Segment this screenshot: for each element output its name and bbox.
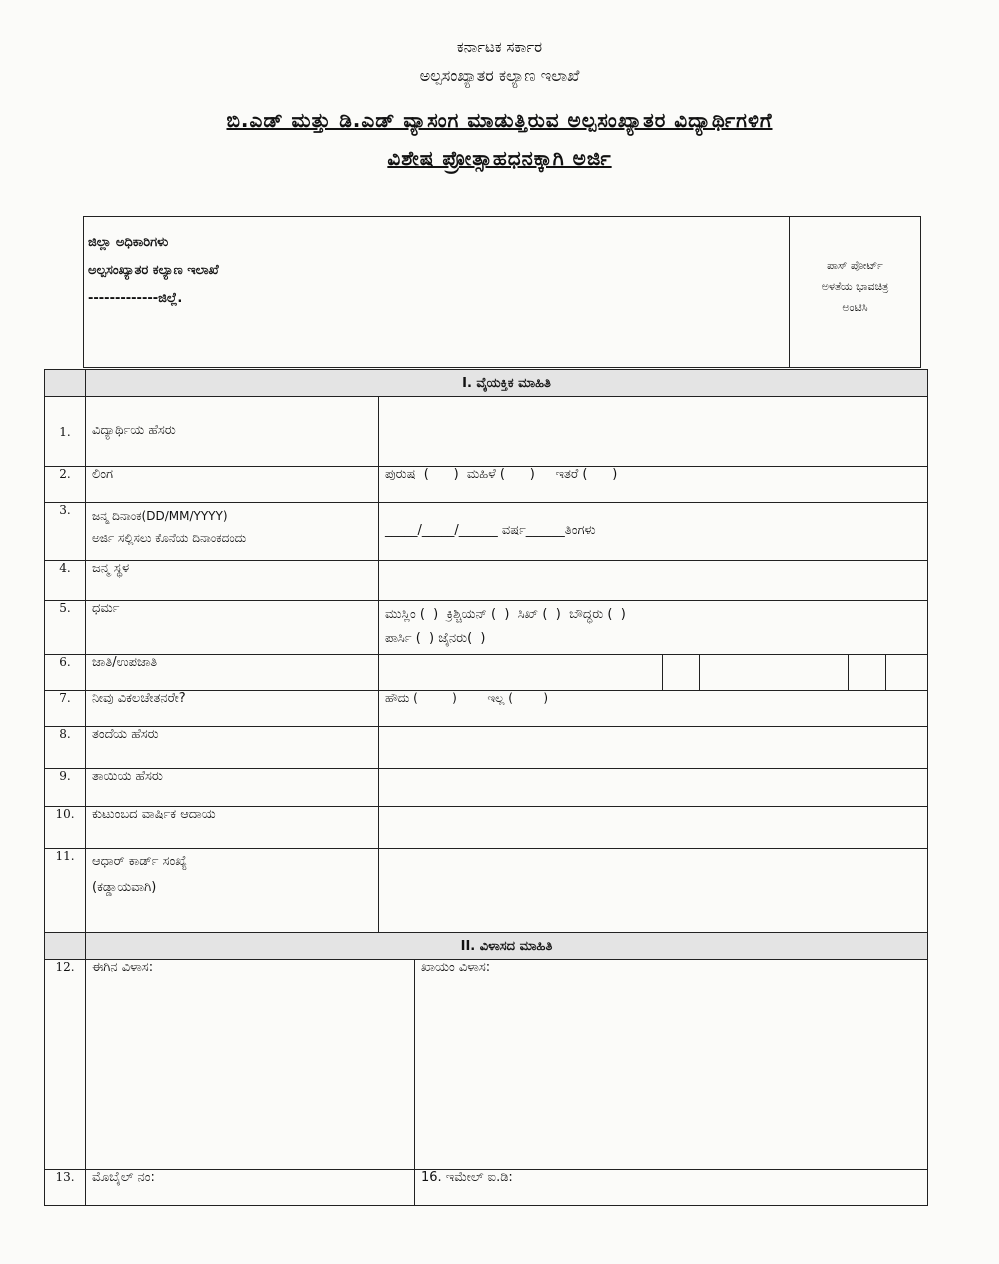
- row-number: 13.: [45, 1170, 86, 1206]
- row-number: 12.: [45, 960, 86, 1170]
- row-number: 4.: [45, 561, 86, 601]
- row-number: 2.: [45, 467, 86, 503]
- student-name-label: ವಿದ್ಯಾರ್ಥಿಯ ಹೆಸರು: [86, 397, 379, 467]
- income-label: ಕುಟುಂಬದ ವಾರ್ಷಿಕ ಆದಾಯ: [86, 807, 379, 849]
- student-name-input[interactable]: [379, 397, 928, 467]
- row-number: 10.: [45, 807, 86, 849]
- caste-box-divider: [848, 655, 849, 690]
- table-row: [45, 769, 928, 807]
- addressee: [88, 229, 219, 313]
- caste-box-divider: [662, 655, 663, 690]
- table-row: [45, 691, 928, 727]
- govt-name: ಕರ್ನಾಟಕ ಸರ್ಕಾರ: [456, 38, 543, 56]
- disability-label: ನೀವು ವಿಕಲಚೇತನರೇ?: [86, 691, 379, 727]
- row-number: 6.: [45, 655, 86, 691]
- permanent-address-field[interactable]: ಖಾಯಂ ವಿಳಾಸ:: [415, 960, 928, 1170]
- row-number: 3.: [45, 503, 86, 561]
- caste-label: ಜಾತಿ/ಉಪಜಾತಿ: [86, 655, 379, 691]
- mobile-field[interactable]: ಮೊಬೈಲ್ ನಂ:: [86, 1170, 415, 1206]
- father-name-input[interactable]: [379, 727, 928, 769]
- section-address: [45, 933, 928, 960]
- birthplace-input[interactable]: [379, 561, 928, 601]
- department-name: ಅಲ್ಪಸಂಖ್ಯಾತರ ಕಲ್ಯಾಣ ಇಲಾಖೆ: [419, 66, 580, 85]
- table-row: [45, 1170, 928, 1206]
- table-row: [45, 727, 928, 769]
- section-personal-title: I. ವೈಯಕ್ತಿಕ ಮಾಹಿತಿ: [86, 370, 928, 397]
- mother-name-label: ತಾಯಿಯ ಹೆಸರು: [86, 769, 379, 807]
- current-address-field[interactable]: ಈಗಿನ ವಿಳಾಸ:: [86, 960, 415, 1170]
- religion-label: ಧರ್ಮ: [86, 601, 379, 655]
- table-row: [45, 397, 928, 467]
- form-title-line1: ಬಿ.ಎಡ್ ಮತ್ತು ಡಿ.ಎಡ್ ವ್ಯಾಸಂಗ ಮಾಡುತ್ತಿರುವ ಅಲ್ಪಸಂಖ್ಯಾತರ ವಿದ್ಯಾರ್ಥಿಗಳಿಗೆ: [226, 108, 773, 132]
- dob-input[interactable]: _____/_____/______ ವರ್ಷ______ತಿಂಗಳು: [379, 503, 928, 561]
- mother-name-input[interactable]: [379, 769, 928, 807]
- addressee-line1: ಜಿಲ್ಲಾ ಅಧಿಕಾರಿಗಳು: [88, 235, 169, 250]
- row-number: 11.: [45, 849, 86, 933]
- income-input[interactable]: [379, 807, 928, 849]
- addressee-line2: ಅಲ್ಪಸಂಖ್ಯಾತರ ಕಲ್ಯಾಣ ಇಲಾಖೆ: [88, 263, 219, 278]
- table-row: [45, 807, 928, 849]
- application-form: [44, 369, 928, 1206]
- gender-options[interactable]: ಪುರುಷ ( ) ಮಹಿಳೆ ( ) ಇತರೆ ( ): [379, 467, 928, 503]
- dob-label: ಜನ್ಮ ದಿನಾಂಕ(DD/MM/YYYY) ಅರ್ಜಿ ಸಲ್ಲಿಸಲು ಕೊನೆಯ ದಿನಾಂಕದಂದು: [86, 503, 379, 561]
- aadhaar-label: ಆಧಾರ್ ಕಾರ್ಡ್ ಸಂಖ್ಯೆ (ಕಡ್ಡಾಯವಾಗಿ): [86, 849, 379, 933]
- caste-box-divider: [885, 655, 886, 690]
- father-name-label: ತಂದೆಯ ಹೆಸರು: [86, 727, 379, 769]
- table-row: [45, 561, 928, 601]
- table-row: [45, 601, 928, 655]
- birthplace-label: ಜನ್ಮ ಸ್ಥಳ: [86, 561, 379, 601]
- section-personal: [45, 370, 928, 397]
- email-field[interactable]: 16. ಇಮೇಲ್ ಐ.ಡಿ:: [415, 1170, 928, 1206]
- religion-options[interactable]: ಮುಸ್ಲಿಂ ( ) ಕ್ರಿಶ್ಚಿಯನ್ ( ) ಸಿಖ್ ( ) ಬೌದ್ಧರು ( ) ಪಾರ್ಸಿ ( ) ಜೈನರು( ): [379, 601, 928, 655]
- photo-box[interactable]: [789, 217, 920, 367]
- table-row: [45, 467, 928, 503]
- row-number: 8.: [45, 727, 86, 769]
- table-row: [45, 503, 928, 561]
- caste-box-divider: [699, 655, 700, 690]
- photo-line3: ಅಂಟಿಸಿ: [842, 301, 868, 314]
- row-number: 9.: [45, 769, 86, 807]
- section-address-title: II. ವಿಳಾಸದ ಮಾಹಿತಿ: [86, 933, 928, 960]
- table-row: [45, 960, 928, 1170]
- addressee-box: [83, 216, 921, 368]
- addressee-district: -------------ಜಿಲ್ಲೆ.: [88, 291, 183, 306]
- row-number: 1.: [45, 397, 86, 467]
- form-title-line2: ವಿಶೇಷ ಪ್ರೋತ್ಸಾಹಧನಕ್ಕಾಗಿ ಅರ್ಜಿ: [387, 146, 612, 170]
- photo-line1: ಪಾಸ್ ಪೋರ್ಟ್: [827, 259, 883, 272]
- gender-label: ಲಿಂಗ: [86, 467, 379, 503]
- row-number: 5.: [45, 601, 86, 655]
- caste-input[interactable]: [379, 655, 928, 691]
- photo-line2: ಅಳತೆಯ ಭಾವಚಿತ್ರ: [821, 280, 889, 293]
- row-number: 7.: [45, 691, 86, 727]
- disability-options[interactable]: ಹೌದು ( ) ಇಲ್ಲ ( ): [379, 691, 928, 727]
- table-row: [45, 849, 928, 933]
- aadhaar-input[interactable]: [379, 849, 928, 933]
- table-row: [45, 655, 928, 691]
